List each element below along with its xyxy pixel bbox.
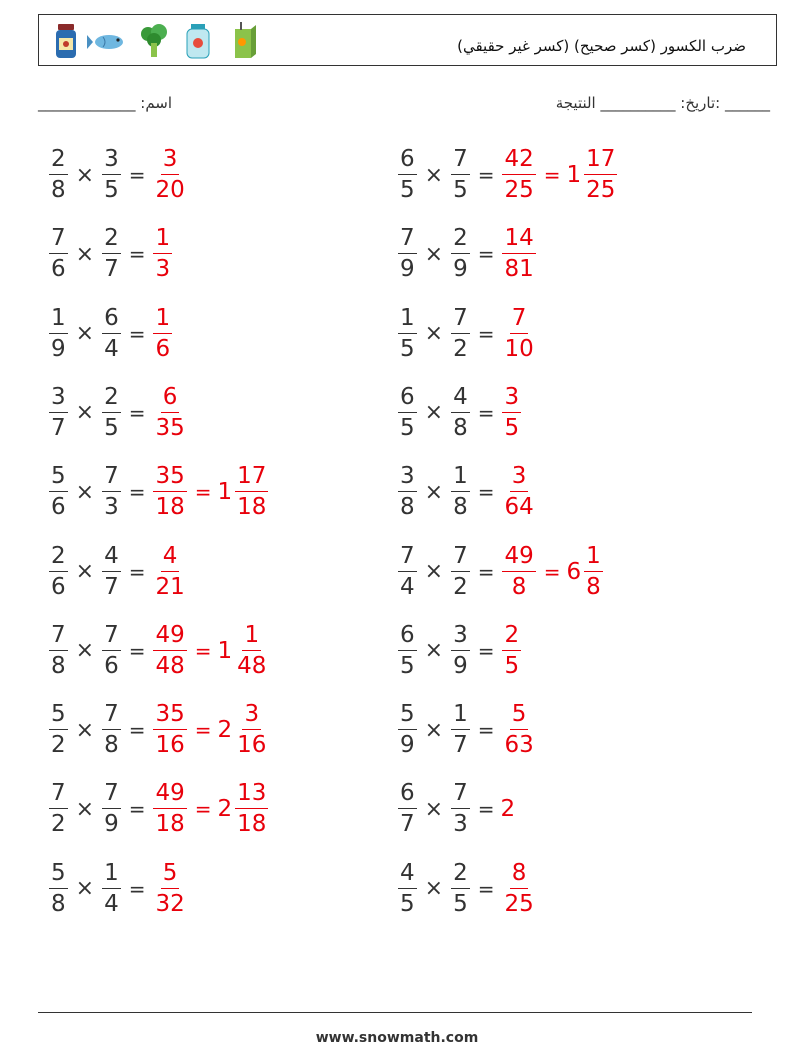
numerator: 1: [242, 624, 261, 651]
numerator: 2: [502, 624, 521, 651]
fraction: [502, 859, 535, 917]
jar-icon: [49, 21, 83, 61]
problem-row: [396, 299, 538, 369]
times-sign: ×: [75, 796, 95, 822]
problem-row: [47, 299, 174, 369]
denominator: 4: [104, 335, 119, 362]
problem-row: [396, 140, 619, 210]
denominator: 5: [400, 177, 415, 203]
numerator: 3: [49, 386, 68, 413]
numerator: 1: [49, 307, 68, 334]
footer-divider: [38, 1012, 752, 1013]
fraction: [153, 782, 186, 836]
fraction: [153, 465, 186, 519]
fraction: [451, 383, 470, 441]
fraction: [235, 465, 268, 519]
numerator: 7: [510, 307, 529, 334]
header-box: [38, 14, 777, 66]
numerator: 1: [584, 545, 603, 572]
footer-url: www.snowmath.com: [315, 1030, 479, 1046]
fraction: [49, 859, 68, 917]
fraction: [584, 542, 603, 600]
fraction: [235, 782, 268, 836]
denominator: 9: [51, 335, 66, 362]
mixed-whole: 6: [566, 558, 582, 585]
numerator: 6: [398, 386, 417, 413]
equals-sign: =: [477, 638, 495, 663]
denominator: 18: [237, 811, 267, 838]
denominator: 9: [453, 256, 468, 283]
fraction: [502, 304, 535, 362]
times-sign: ×: [75, 479, 95, 505]
denominator: 6: [104, 652, 119, 679]
fraction: [49, 465, 68, 519]
numerator: 8: [510, 862, 529, 889]
denominator: 7: [104, 256, 119, 283]
numerator: 7: [102, 782, 121, 809]
denominator: 81: [504, 256, 534, 283]
juice-box-icon: [227, 21, 261, 61]
fraction: [49, 304, 68, 362]
denominator: 6: [51, 256, 66, 283]
numerator: 7: [49, 624, 68, 651]
numerator: 7: [451, 545, 470, 572]
numerator: 7: [398, 545, 417, 572]
problem-row: [47, 854, 189, 924]
numerator: 7: [102, 624, 121, 651]
equals-sign: =: [128, 559, 146, 584]
problem-row: [396, 219, 538, 289]
fraction: [451, 782, 470, 836]
denominator: 7: [51, 414, 66, 441]
fraction: [398, 383, 417, 441]
times-sign: ×: [424, 162, 444, 188]
fraction: [49, 148, 68, 202]
denominator: 9: [104, 811, 119, 838]
denominator: 8: [453, 414, 468, 441]
equals-sign: =: [128, 163, 146, 187]
denominator: 5: [104, 177, 119, 203]
apple-jar-icon: [181, 21, 215, 61]
denominator: 8: [51, 177, 66, 203]
fraction: [153, 621, 186, 679]
fraction: [398, 703, 417, 757]
equals-sign: =: [194, 797, 212, 822]
denominator: 8: [453, 494, 468, 521]
problem-row: [396, 378, 523, 448]
broccoli-icon: [137, 21, 171, 61]
numerator: 3: [510, 465, 529, 492]
numerator: 49: [153, 782, 186, 809]
numerator: 5: [161, 862, 180, 889]
numerator: 3: [451, 624, 470, 651]
fraction: [49, 621, 68, 679]
fraction: [235, 703, 268, 757]
fraction: [153, 148, 186, 202]
numerator: 4: [451, 386, 470, 413]
numerator: 4: [161, 545, 180, 572]
equals-sign: =: [477, 163, 495, 187]
numerator: 5: [49, 703, 68, 730]
fraction: [451, 227, 470, 281]
denominator: 16: [237, 732, 267, 759]
date-score-label: ______ :تاريخ: __________ النتيجة: [555, 94, 770, 112]
numerator: 1: [153, 307, 172, 334]
times-sign: ×: [75, 559, 95, 584]
numerator: 1: [451, 703, 470, 730]
problem-row: [47, 140, 189, 210]
fraction: [398, 542, 417, 600]
equals-sign: =: [543, 163, 561, 187]
denominator: 8: [104, 732, 119, 759]
equals-sign: =: [128, 876, 146, 901]
denominator: 8: [586, 573, 601, 600]
equals-sign: =: [477, 321, 495, 346]
fraction: [102, 227, 121, 281]
equals-sign: =: [477, 559, 495, 584]
numerator: 7: [451, 148, 470, 175]
denominator: 5: [453, 890, 468, 917]
denominator: 5: [400, 335, 415, 362]
denominator: 5: [400, 890, 415, 917]
problem-row: [396, 774, 515, 844]
equals-sign: =: [194, 638, 212, 663]
numerator: 17: [584, 148, 617, 175]
numerator: 6: [398, 782, 417, 809]
problem-row: [47, 378, 189, 448]
numerator: 7: [49, 227, 68, 254]
numerator: 13: [235, 782, 268, 809]
denominator: 48: [237, 652, 267, 679]
numerator: 3: [161, 148, 180, 175]
denominator: 5: [504, 652, 520, 679]
numerator: 7: [398, 227, 417, 254]
numerator: 7: [451, 782, 470, 809]
times-sign: ×: [424, 479, 444, 505]
numerator: 5: [398, 703, 417, 730]
numerator: 3: [398, 465, 417, 492]
fraction: [398, 148, 417, 202]
mixed-whole: 2: [217, 796, 233, 823]
fraction: [102, 621, 121, 679]
denominator: 6: [155, 335, 171, 362]
fraction: [398, 227, 417, 281]
denominator: 7: [453, 732, 468, 759]
denominator: 16: [155, 732, 185, 759]
numerator: 7: [451, 307, 470, 334]
denominator: 2: [453, 335, 468, 362]
fraction: [502, 383, 521, 441]
times-sign: ×: [424, 717, 444, 743]
fraction: [153, 304, 172, 362]
problem-row: [396, 854, 538, 924]
denominator: 2: [51, 811, 66, 838]
fraction: [502, 621, 521, 679]
times-sign: ×: [424, 638, 444, 664]
numerator: 1: [398, 307, 417, 334]
denominator: 8: [400, 494, 415, 521]
numerator: 5: [49, 862, 68, 889]
fraction: [235, 621, 268, 679]
fraction: [398, 621, 417, 679]
mixed-whole: 2: [217, 717, 233, 744]
denominator: 5: [400, 652, 415, 679]
denominator: 18: [237, 494, 267, 521]
times-sign: ×: [75, 321, 95, 347]
fraction: [102, 703, 121, 757]
denominator: 25: [586, 177, 616, 203]
fraction: [102, 465, 121, 519]
fraction: [502, 227, 535, 281]
times-sign: ×: [75, 241, 95, 267]
fraction: [49, 782, 68, 836]
numerator: 2: [49, 545, 68, 572]
fraction: [102, 148, 121, 202]
equals-sign: =: [477, 242, 495, 267]
numerator: 7: [102, 465, 121, 492]
numerator: 3: [242, 703, 261, 730]
denominator: 21: [155, 573, 185, 600]
denominator: 20: [155, 177, 185, 203]
denominator: 7: [104, 573, 119, 600]
fraction: [49, 383, 68, 441]
problem-row: [396, 616, 523, 686]
problem-row: [396, 457, 538, 527]
denominator: 9: [453, 652, 468, 679]
fraction: [49, 227, 68, 281]
denominator: 6: [51, 573, 66, 600]
equals-sign: =: [543, 559, 561, 584]
fraction: [451, 465, 470, 519]
fraction: [153, 542, 186, 600]
numerator: 1: [451, 465, 470, 492]
mixed-whole: 1: [217, 637, 233, 664]
denominator: 64: [504, 494, 534, 521]
numerator: 42: [502, 148, 535, 175]
numerator: 2: [102, 386, 121, 413]
denominator: 18: [155, 811, 185, 838]
numerator: 7: [102, 703, 121, 730]
fraction: [451, 859, 470, 917]
numerator: 2: [49, 148, 68, 175]
fraction: [153, 383, 186, 441]
numerator: 4: [102, 545, 121, 572]
denominator: 3: [155, 256, 171, 283]
fraction: [102, 859, 121, 917]
fraction: [102, 542, 121, 600]
fraction: [153, 703, 186, 757]
fraction: [102, 782, 121, 836]
denominator: 4: [104, 890, 119, 917]
equals-sign: =: [128, 480, 146, 505]
mixed-whole: 1: [217, 479, 233, 506]
times-sign: ×: [75, 876, 95, 902]
denominator: 4: [400, 573, 415, 600]
times-sign: ×: [424, 241, 444, 267]
equals-sign: =: [128, 400, 146, 425]
problem-row: [47, 774, 270, 844]
denominator: 5: [400, 414, 415, 441]
denominator: 63: [504, 732, 534, 759]
numerator: 6: [161, 386, 180, 413]
denominator: 7: [400, 811, 415, 838]
fraction: [102, 304, 121, 362]
numerator: 6: [398, 624, 417, 651]
problem-row: [47, 695, 270, 765]
denominator: 3: [104, 494, 119, 521]
numerator: 49: [153, 624, 186, 651]
denominator: 5: [453, 177, 468, 203]
numerator: 5: [49, 465, 68, 492]
equals-sign: =: [128, 718, 146, 743]
times-sign: ×: [424, 559, 444, 584]
fraction: [49, 703, 68, 757]
numerator: 6: [102, 307, 121, 334]
denominator: 8: [51, 652, 66, 679]
denominator: 35: [155, 414, 185, 441]
fraction: [451, 304, 470, 362]
denominator: 8: [51, 890, 66, 917]
fraction: [398, 465, 417, 519]
numerator: 2: [451, 862, 470, 889]
denominator: 2: [51, 732, 66, 759]
fraction: [153, 859, 186, 917]
equals-sign: =: [477, 480, 495, 505]
numerator: 7: [49, 782, 68, 809]
times-sign: ×: [75, 400, 95, 426]
denominator: 5: [504, 414, 520, 441]
times-sign: ×: [424, 321, 444, 347]
equals-sign: =: [128, 638, 146, 663]
denominator: 3: [453, 811, 468, 838]
numerator: 6: [398, 148, 417, 175]
equals-sign: =: [128, 321, 146, 346]
problem-row: [47, 457, 270, 527]
fraction: [451, 621, 470, 679]
denominator: 25: [504, 177, 534, 203]
denominator: 25: [504, 890, 534, 917]
numerator: 3: [502, 386, 521, 413]
times-sign: ×: [424, 400, 444, 426]
numerator: 4: [398, 862, 417, 889]
times-sign: ×: [424, 876, 444, 902]
times-sign: ×: [75, 638, 95, 664]
name-field-label: اسم: _____________: [38, 94, 173, 112]
fraction: [502, 148, 535, 202]
fish-icon: [87, 21, 129, 61]
times-sign: ×: [424, 796, 444, 822]
problem-row: [396, 695, 538, 765]
numerator: 3: [102, 148, 121, 175]
equals-sign: =: [477, 400, 495, 425]
fraction: [502, 465, 535, 519]
denominator: 2: [453, 573, 468, 600]
denominator: 48: [155, 652, 185, 679]
mixed-whole: 1: [566, 162, 582, 188]
equals-sign: =: [477, 718, 495, 743]
fraction: [398, 304, 417, 362]
denominator: 5: [104, 414, 119, 441]
numerator: 2: [102, 227, 121, 254]
times-sign: ×: [75, 717, 95, 743]
equals-sign: =: [477, 797, 495, 822]
equals-sign: =: [128, 242, 146, 267]
fraction: [102, 383, 121, 441]
fraction: [584, 148, 617, 202]
numerator: 35: [153, 703, 186, 730]
equals-sign: =: [194, 718, 212, 743]
numerator: 2: [451, 227, 470, 254]
denominator: 9: [400, 256, 415, 283]
fraction: [502, 542, 535, 600]
equals-sign: =: [128, 797, 146, 822]
numerator: 1: [102, 862, 121, 889]
problem-row: [396, 537, 605, 607]
problem-row: [47, 219, 174, 289]
denominator: 8: [511, 573, 527, 600]
denominator: 10: [504, 335, 534, 362]
numerator: 1: [153, 227, 172, 254]
denominator: 6: [51, 494, 66, 521]
numerator: 17: [235, 465, 268, 492]
denominator: 32: [155, 890, 185, 917]
equals-sign: =: [477, 876, 495, 901]
fraction: [398, 859, 417, 917]
fraction: [153, 227, 172, 281]
equals-sign: =: [194, 480, 212, 505]
problem-row: [47, 616, 270, 686]
answer-integer: 2: [500, 796, 516, 823]
worksheet-title: ضرب الكسور (كسر صحيح) (كسر غير حقيقي): [457, 37, 746, 55]
fraction: [398, 782, 417, 836]
fraction: [451, 542, 470, 600]
denominator: 9: [400, 732, 415, 759]
numerator: 14: [502, 227, 535, 254]
fraction: [451, 703, 470, 757]
times-sign: ×: [75, 162, 95, 188]
numerator: 5: [510, 703, 529, 730]
fraction: [49, 542, 68, 600]
numerator: 49: [502, 545, 535, 572]
fraction: [451, 148, 470, 202]
denominator: 18: [155, 494, 185, 521]
numerator: 35: [153, 465, 186, 492]
fraction: [502, 703, 535, 757]
problem-row: [47, 537, 189, 607]
